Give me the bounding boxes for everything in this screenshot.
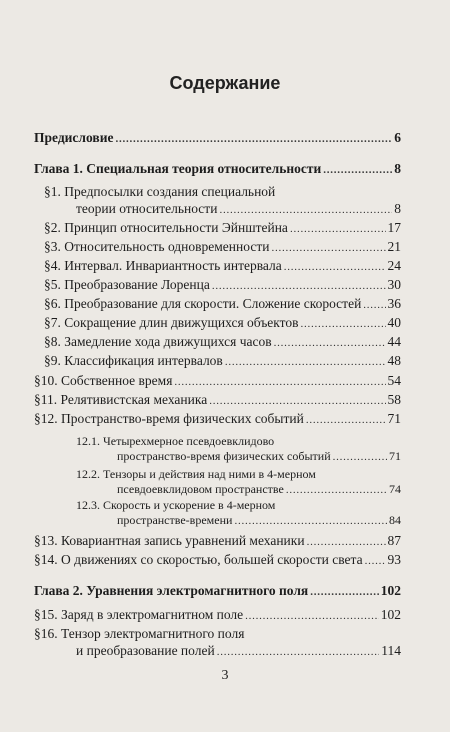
dot-leader — [333, 449, 387, 465]
dot-leader — [209, 392, 385, 409]
toc-entry-page: 24 — [387, 258, 401, 273]
toc-entry-page: 21 — [387, 239, 401, 254]
page-number: 3 — [221, 668, 229, 683]
dot-leader — [301, 315, 386, 332]
toc-entry-label: §11. Релятивистская механика — [34, 392, 208, 407]
dot-leader — [217, 643, 380, 660]
dot-leader — [245, 607, 379, 624]
toc-entry-label: Глава 2. Уравнения электромагнитного поля — [34, 583, 309, 598]
toc-entry-s4 — [44, 258, 401, 275]
toc-entry-s15 — [34, 607, 401, 624]
dot-leader — [310, 583, 379, 600]
dot-leader — [286, 482, 387, 498]
dot-leader — [290, 220, 386, 237]
toc-entry-label: Предисловие — [34, 130, 114, 145]
dot-leader — [271, 239, 385, 256]
toc-entry-page: 17 — [387, 220, 401, 235]
toc-entry-page: 30 — [387, 277, 401, 292]
dot-leader — [219, 201, 392, 218]
toc-entry-label: §13. Ковариантная запись уравнений механики — [34, 533, 305, 548]
toc-entry-page: 71 — [389, 449, 401, 463]
toc-entry-s16 — [76, 643, 401, 660]
toc-entry-s12-3-line1: 12.3. Скорость и ускорение в 4-мерном — [76, 498, 276, 512]
toc-entry-s14 — [34, 552, 401, 569]
dot-leader — [307, 533, 386, 550]
toc-entry-page: 102 — [380, 583, 401, 598]
toc-entry-s8 — [44, 334, 401, 351]
toc-entry-page: 114 — [381, 643, 401, 658]
toc-entry-s12-1 — [117, 449, 401, 465]
toc-entry-s10 — [34, 373, 401, 390]
toc-entry-label: пространстве-времени — [117, 513, 233, 527]
dot-leader — [234, 513, 387, 529]
toc-entry-page: 54 — [387, 373, 401, 388]
toc-entry-page: 48 — [387, 353, 401, 368]
toc-entry-page: 58 — [387, 392, 401, 407]
page-title: Содержание — [169, 73, 281, 93]
toc-entry-s2 — [44, 220, 401, 237]
toc-entry-label: §6. Преобразование для скорости. Сложение скоростей — [44, 296, 362, 311]
toc-entry-label: пространство-время физических событий — [117, 449, 331, 463]
dot-leader — [212, 277, 386, 294]
toc-entry-s3 — [44, 239, 401, 256]
toc-entry-page: 8 — [394, 161, 401, 176]
dot-leader — [174, 373, 385, 390]
toc-entry-label: §9. Классификация интервалов — [44, 353, 223, 368]
dot-leader — [306, 411, 386, 428]
dot-leader — [274, 334, 386, 351]
toc-entry-s11 — [34, 392, 401, 409]
toc-entry-label: §7. Сокращение длин движущихся объектов — [44, 315, 299, 330]
toc-entry-s12 — [34, 411, 401, 428]
dot-leader — [363, 296, 385, 313]
toc-entry-page: 6 — [394, 130, 401, 145]
toc-entry-s12-3 — [117, 513, 401, 529]
toc-entry-label: §8. Замедление хода движущихся часов — [44, 334, 272, 349]
toc-entry-page: 40 — [387, 315, 401, 330]
toc-entry-page: 74 — [389, 482, 401, 496]
toc-entry-page: 84 — [389, 513, 401, 527]
toc-entry-page: 44 — [387, 334, 401, 349]
toc-entry-s5 — [44, 277, 401, 294]
toc-entry-label: §10. Собственное время — [34, 373, 173, 388]
toc-entry-page: 8 — [394, 201, 401, 216]
dot-leader — [225, 353, 386, 370]
toc-entry-label: §15. Заряд в электромагнитном поле — [34, 607, 244, 622]
toc-entry-chapter-1 — [34, 161, 401, 178]
toc-entry-page: 87 — [387, 533, 401, 548]
toc-entry-label: псевдоевклидовом пространстве — [117, 482, 284, 496]
toc-entry-s16-line1: §16. Тензор электромагнитного поля — [34, 626, 245, 641]
toc-entry-s1-line1: §1. Предпосылки создания специальной — [44, 184, 276, 199]
toc-entry-s6 — [44, 296, 401, 313]
toc-entry-s13 — [34, 533, 401, 550]
toc-entry-page: 93 — [387, 552, 401, 567]
dot-leader — [115, 130, 392, 147]
toc-entry-label: §14. О движениях со скоростью, большей скорости света — [34, 552, 363, 567]
dot-leader — [365, 552, 386, 569]
dot-leader — [323, 161, 392, 178]
toc-entry-s9 — [44, 353, 401, 370]
toc-entry-chapter-2 — [34, 583, 401, 600]
toc-entry-page: 102 — [380, 607, 401, 622]
toc-entry-s12-2 — [117, 482, 401, 498]
toc-entry-page: 71 — [387, 411, 401, 426]
toc-entry-label: §4. Интервал. Инвариантность интервала — [44, 258, 282, 273]
toc-entry-preface — [34, 130, 401, 147]
toc-entry-label: §2. Принцип относительности Эйнштейна — [44, 220, 288, 235]
toc-entry-label: §5. Преобразование Лоренца — [44, 277, 210, 292]
dot-leader — [284, 258, 386, 275]
toc-entry-page: 36 — [387, 296, 401, 311]
toc-entry-label: и преобразование полей — [76, 643, 215, 658]
toc-entry-s12-1-line1: 12.1. Четырехмерное псевдоевклидово — [76, 434, 275, 448]
toc-entry-s12-2-line1: 12.2. Тензоры и действия над ними в 4-мерном — [76, 467, 316, 481]
toc-entry-label: Глава 1. Специальная теория относительности — [34, 161, 322, 176]
toc-entry-label: §12. Пространство-время физических событий — [34, 411, 304, 426]
toc-entry-s1 — [76, 201, 401, 218]
toc-entry-label: §3. Относительность одновременности — [44, 239, 270, 254]
toc-entry-s7 — [44, 315, 401, 332]
toc-entry-label: теории относительности — [76, 201, 218, 216]
